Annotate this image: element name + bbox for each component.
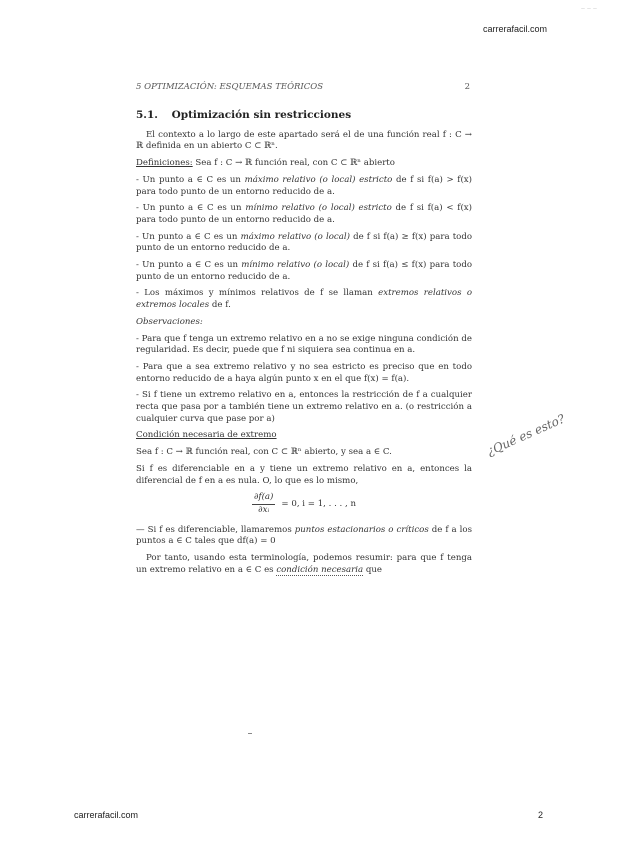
para-term: puntos estacionarios o críticos <box>294 524 429 535</box>
stationary-points-paragraph <box>136 525 472 548</box>
handwritten-note: ¿Qué es esto? <box>484 411 567 459</box>
observations-label: Observaciones: <box>136 316 203 327</box>
observation-2: - Para que a sea extremo relativo y no sea estricto es preciso que en todo entorno reducido de a haya algún punto x en el que f(x) = f(a). <box>136 361 472 384</box>
partial-derivative-formula <box>136 492 472 516</box>
fraction-denominator: ∂xᵢ <box>258 504 270 515</box>
definitions-intro <box>136 158 472 170</box>
condition-setup: Sea f : C → ℝ función real, con C ⊂ ℝⁿ abierto, y sea a ∈ C. <box>136 447 392 458</box>
definition-extremes <box>136 288 472 311</box>
definitions-label: Definiciones: <box>136 158 193 169</box>
summary-paragraph <box>136 553 472 576</box>
necessary-condition-label: Condición necesaria de extremo <box>136 430 277 441</box>
para-text: de f a los puntos a ∈ C tales que df(a) = 0 <box>136 524 472 547</box>
def-text: - Un punto a ∈ C es un <box>136 260 242 271</box>
def-term: mínimo relativo (o local) estricto <box>245 203 392 214</box>
def-text: de f si f(a) ≤ f(x) para todo punto de un entorno reducido de a. <box>136 260 473 282</box>
para-term: condición necesaria <box>276 564 364 575</box>
section-number: 5.1. <box>136 109 158 121</box>
condition-statement: Si f es diferenciable en a y tiene un extremo relativo en a, entonces la diferencial de f en a es nula. O, lo que es lo mismo, <box>136 463 472 486</box>
def-text: - Un punto a ∈ C es un <box>136 174 245 185</box>
def-text: - Un punto a ∈ C es un <box>136 203 246 214</box>
site-header-url[interactable]: carrerafacil.com <box>482 24 547 34</box>
section-heading: Optimización sin restricciones <box>171 109 352 121</box>
section-title <box>136 110 472 122</box>
def-text: de f si f(a) < f(x) para todo punto de un entorno reducido de a. <box>136 203 473 225</box>
observation-3: - Si f tiene un extremo relativo en a, entonces la restricción de f a cualquier recta que pasa por a también tiene un extremo relativo en a. (o restricción a cualquier curva que pase por a) <box>136 390 472 424</box>
fraction <box>252 492 275 516</box>
faint-scan-mark: ~ ~ ~ <box>580 6 597 13</box>
document-body <box>136 110 472 582</box>
def-text: de f si f(a) > f(x) para todo punto de un entorno reducido de a. <box>136 174 473 197</box>
para-text: Por tanto, usando esta terminología, podemos resumir: para que f tenga un extremo relativo en a ∈ C es <box>136 553 472 575</box>
def-text: - Un punto a ∈ C es un <box>136 231 241 242</box>
running-head-title: 5 OPTIMIZACIÓN: ESQUEMAS TEÓRICOS <box>136 82 324 92</box>
para-text: — Si f es diferenciable, llamaremos <box>136 524 295 535</box>
para-text: que <box>363 564 382 575</box>
def-term: máximo relativo (o local) <box>240 231 350 242</box>
running-head <box>136 82 470 92</box>
def-term: extremos relativos o extremos locales <box>136 288 472 311</box>
site-footer-url[interactable]: carrerafacil.com <box>74 810 139 820</box>
definition-min <box>136 260 472 283</box>
def-term: máximo relativo (o local) estricto <box>244 174 393 185</box>
def-term: mínimo relativo (o local) <box>241 260 350 271</box>
definition-strict-min <box>136 203 472 226</box>
formula-rest: = 0, i = 1, . . . , n <box>281 498 357 509</box>
observation-1: - Para que f tenga un extremo relativo en a no se exige ninguna condición de regularidad. Es decir, puede que f ni siquiera sea continua en a. <box>136 333 472 356</box>
def-text: de f. <box>209 300 231 311</box>
fraction-numerator: ∂f(a) <box>252 492 275 505</box>
stray-mark <box>248 733 252 734</box>
running-head-page: 2 <box>464 82 470 92</box>
footer-page-number: 2 <box>537 810 543 820</box>
def-text: - Los máximos y mínimos relativos de f se llaman <box>136 288 379 299</box>
definition-strict-max <box>136 175 472 198</box>
context-paragraph: El contexto a lo largo de este apartado será el de una función real f : C → ℝ definida en un abierto C ⊂ ℝⁿ. <box>136 129 472 152</box>
definition-max <box>136 232 472 255</box>
definitions-text: Sea f : C → ℝ función real, con C ⊂ ℝⁿ abierto <box>192 158 395 169</box>
def-text: de f si f(a) ≥ f(x) para todo punto de un entorno reducido de a. <box>136 231 473 254</box>
